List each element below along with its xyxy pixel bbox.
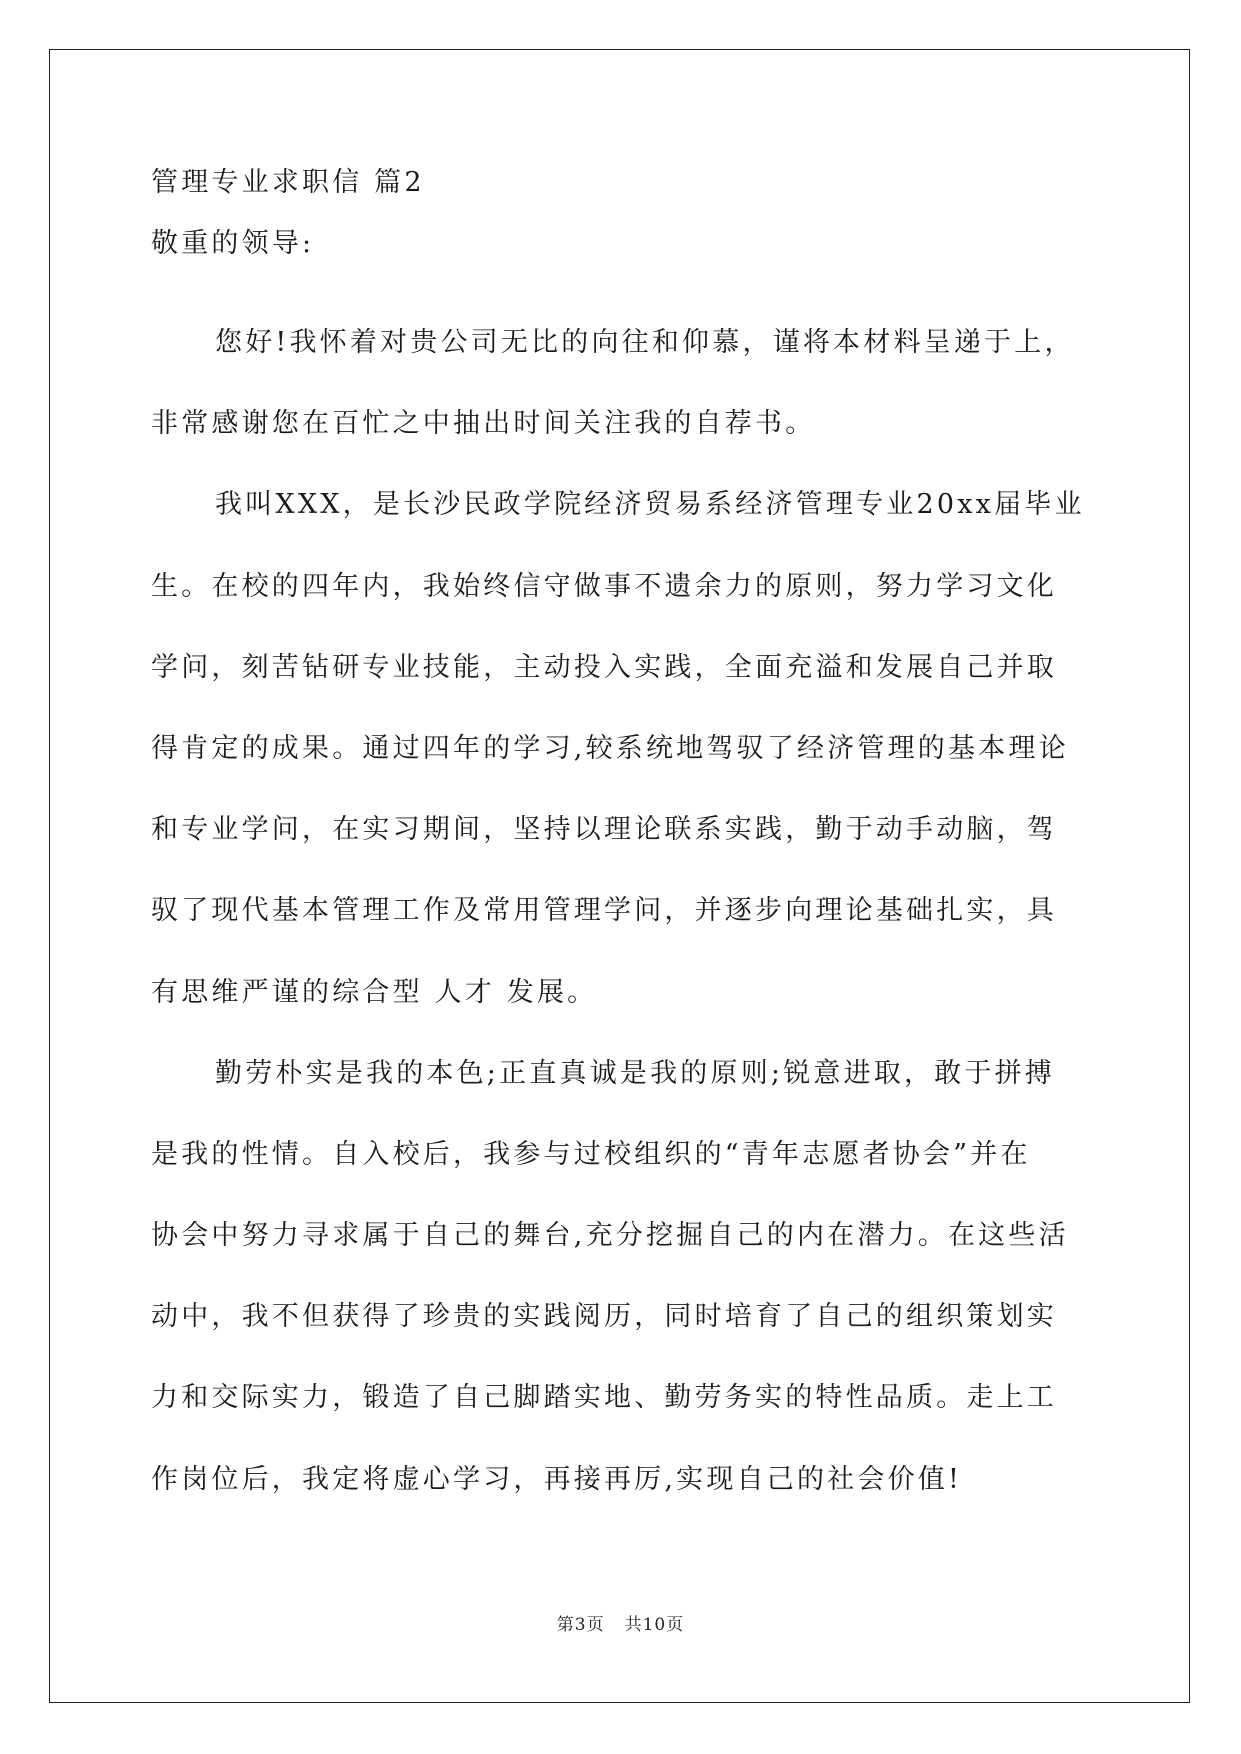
paragraph-2-line-1: 我叫XXX，是长沙民政学院经济贸易系经济管理专业20xx届毕业: [215, 489, 1085, 521]
paragraph-2-line-6: 驭了现代基本管理工作及常用管理学问，并逐步向理论基础扎实，具: [151, 895, 1057, 927]
paragraph-3-line-5: 力和交际实力，锻造了自己脚踏实地、勤劳务实的特性品质。走上工: [151, 1382, 1057, 1414]
paragraph-2-line-5: 和专业学问，在实习期间，坚持以理论联系实践，勤于动手动脑，驾: [151, 814, 1057, 846]
section-heading: 管理专业求职信 篇2: [151, 167, 425, 198]
paragraph-1-line-1: 您好!我怀着对贵公司无比的向往和仰慕，谨将本材料呈递于上，: [215, 327, 1075, 358]
paragraph-2-line-2: 生。在校的四年内，我始终信守做事不遗余力的原则，努力学习文化: [151, 570, 1057, 602]
paragraph-3-line-2: 是我的性情。自入校后，我参与过校组织的“青年志愿者协会”并在: [151, 1138, 1031, 1170]
paragraph-3-line-4: 动中，我不但获得了珍贵的实践阅历，同时培育了自己的组织策划实: [151, 1301, 1057, 1333]
page-total: 共10页: [624, 1615, 685, 1635]
letter-body: [151, 302, 1091, 1520]
paragraph-3-line-3: 协会中努力寻求属于自己的舞台,充分挖掘自己的内在潜力。在这些活: [151, 1220, 1069, 1252]
paragraph-3-line-6: 作岗位后，我定将虚心学习，再接再厉,实现自己的社会价值!: [151, 1463, 963, 1495]
page-number: 第3页: [556, 1615, 605, 1635]
paragraph-2-line-3: 学问，刻苦钻研专业技能，主动投入实践，全面充溢和发展自己并取: [151, 651, 1057, 683]
salutation: 敬重的领导:: [151, 228, 315, 259]
page-footer: [0, 1610, 1241, 1635]
paragraph-1-line-2: 非常感谢您在百忙之中抽出时间关注我的自荐书。: [151, 408, 816, 440]
paragraph-2-line-7: 有思维严谨的综合型 人才 发展。: [151, 976, 598, 1008]
paragraph-2-line-4: 得肯定的成果。通过四年的学习,较系统地驾驭了经济管理的基本理论: [151, 732, 1069, 764]
paragraph-3-line-1: 勤劳朴实是我的本色;正直真诚是我的原则;锐意进取，敢于拼搏: [215, 1057, 1055, 1089]
